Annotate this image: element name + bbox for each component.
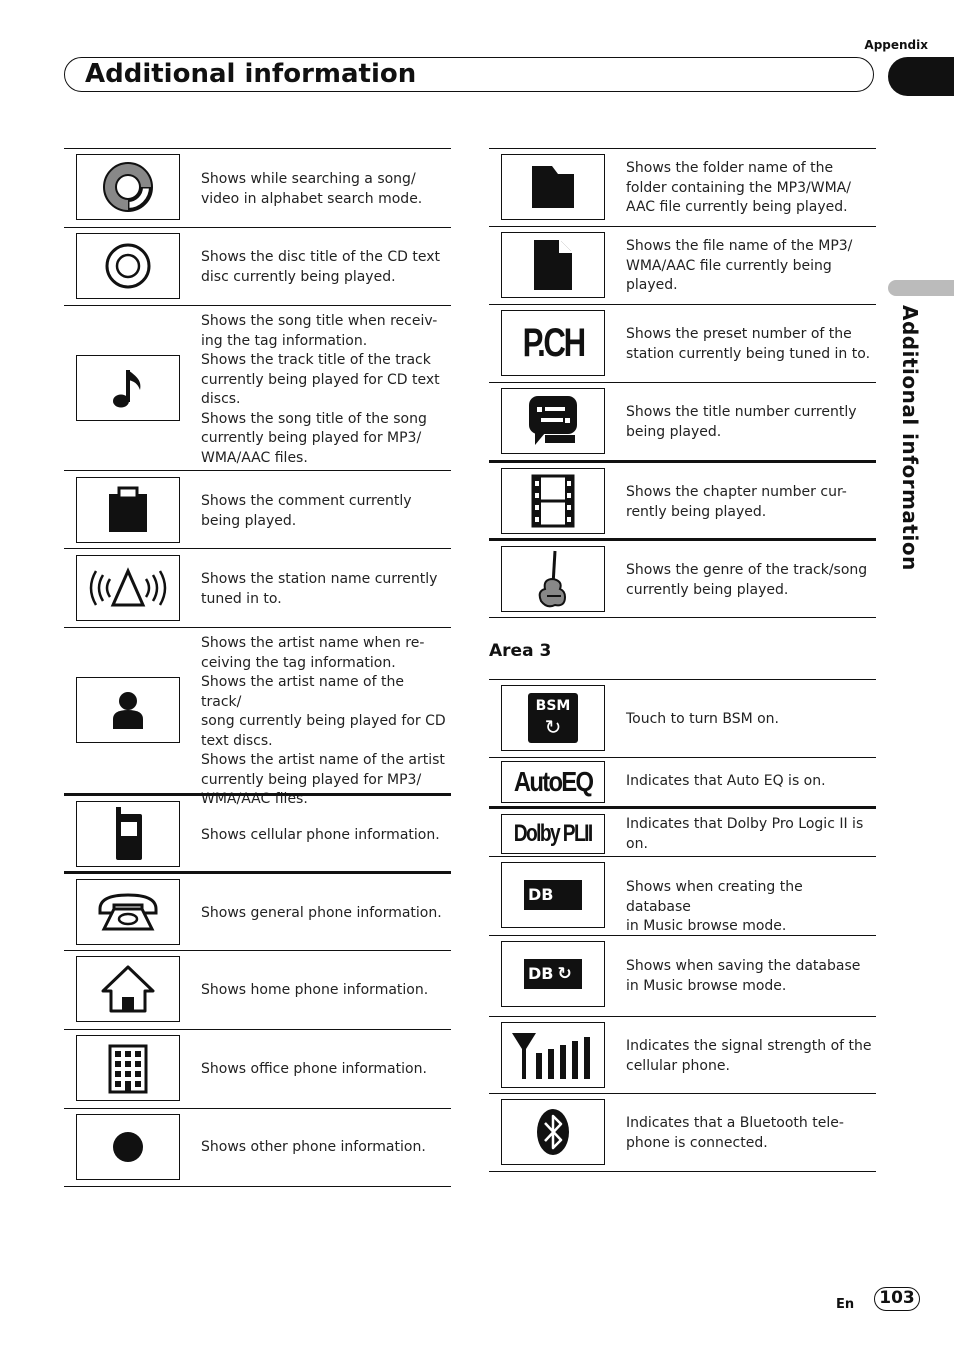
artist-icon bbox=[76, 677, 180, 743]
icon-row bbox=[64, 548, 451, 628]
row-description: Indicates that Auto EQ is on. bbox=[626, 773, 826, 789]
row-description: Shows the station name currently tuned in to. bbox=[201, 571, 438, 607]
db-save-badge bbox=[524, 959, 582, 989]
row-description: Shows the file name of the MP3/ WMA/AAC file currently being played. bbox=[626, 238, 853, 293]
bluetooth-icon bbox=[501, 1099, 605, 1165]
icon-label: DB bbox=[524, 880, 582, 910]
chapter-film-icon bbox=[501, 468, 605, 534]
icon-label: AutoEQ bbox=[513, 766, 593, 797]
cellular-phone-icon bbox=[76, 801, 180, 867]
icon-row bbox=[489, 1016, 876, 1095]
row-description: Indicates the signal strength of the cellular phone. bbox=[626, 1038, 872, 1074]
refresh-icon: ↻ bbox=[544, 715, 562, 739]
row-description: Shows cellular phone information. bbox=[201, 827, 440, 843]
alphabet-search-icon bbox=[76, 154, 180, 220]
preset-channel-icon bbox=[501, 310, 605, 376]
row-description: Shows the title number currently being played. bbox=[626, 404, 857, 440]
icon-row bbox=[489, 935, 876, 1017]
row-description: Shows the genre of the track/song currently being played. bbox=[626, 562, 868, 598]
row-description: Indicates that Dolby Pro Logic II is on. bbox=[626, 816, 864, 852]
station-icon bbox=[76, 555, 180, 621]
office-phone-icon bbox=[76, 1035, 180, 1101]
icon-row bbox=[489, 226, 876, 306]
page-title: Additional information bbox=[85, 59, 417, 89]
music-note-icon bbox=[76, 355, 180, 421]
row-description: Shows the folder name of the folder containing the MP3/WMA/ AAC file currently being played. bbox=[626, 160, 851, 215]
row-description: Touch to turn BSM on. bbox=[626, 711, 779, 727]
disc-icon bbox=[76, 233, 180, 299]
title-tab-marker bbox=[888, 57, 954, 96]
icon-label: BSM bbox=[535, 698, 571, 714]
icon-row bbox=[489, 757, 876, 807]
icon-row bbox=[64, 1108, 451, 1188]
icon-row bbox=[64, 305, 451, 472]
row-description: Indicates that a Bluetooth tele- phone is connected. bbox=[626, 1115, 844, 1151]
icon-row bbox=[64, 470, 451, 550]
db-save-icon bbox=[501, 941, 605, 1007]
row-description: Shows when saving the database in Music browse mode. bbox=[626, 958, 861, 994]
row-description: Shows the chapter number cur- rently being played. bbox=[626, 484, 847, 520]
icon-label: DB bbox=[528, 964, 554, 983]
page-title-box bbox=[64, 57, 874, 92]
row-description: Shows other phone information. bbox=[201, 1139, 426, 1155]
icon-row bbox=[64, 1029, 451, 1109]
home-phone-icon bbox=[76, 956, 180, 1022]
row-description: Shows the disc title of the CD text disc currently being played. bbox=[201, 249, 440, 285]
icon-row bbox=[489, 538, 876, 618]
icon-row bbox=[489, 382, 876, 462]
bsm-badge bbox=[528, 693, 578, 743]
area3-heading: Area 3 bbox=[489, 641, 552, 661]
row-description: Shows the artist name when re- ceiving the tag information. Shows the artist name of the track/ song currently being played for CD text discs. Shows the artist name of the artist currently being played for MP3/ WMA/AAC files. bbox=[201, 635, 446, 807]
table-bottom-rule bbox=[489, 1171, 876, 1172]
icon-row bbox=[64, 148, 451, 228]
row-description: Shows when creating the database in Music browse mode. bbox=[626, 879, 803, 934]
folder-icon bbox=[501, 154, 605, 220]
row-description: Shows the comment currently being played. bbox=[201, 493, 412, 529]
icon-label: P.CH bbox=[522, 320, 584, 365]
icon-row bbox=[489, 1093, 876, 1173]
guitar-genre-icon bbox=[501, 546, 605, 612]
general-phone-icon bbox=[76, 879, 180, 945]
title-number-icon bbox=[501, 388, 605, 454]
row-description: Shows general phone information. bbox=[201, 905, 442, 921]
icon-row bbox=[64, 227, 451, 307]
row-description: Shows the preset number of the station currently being tuned in to. bbox=[626, 326, 871, 362]
dolby-pl2-icon bbox=[501, 814, 605, 854]
icon-row bbox=[489, 460, 876, 540]
table-bottom-rule bbox=[489, 617, 876, 618]
row-description: Shows while searching a song/ video in alphabet search mode. bbox=[201, 171, 423, 207]
icon-row bbox=[64, 950, 451, 1030]
side-tab-label: Additional information bbox=[898, 305, 922, 571]
bsm-icon bbox=[501, 685, 605, 751]
icon-label: Dolby PLII bbox=[514, 820, 592, 847]
row-description: Shows the song title when receiv- ing the tag information. Shows the track title of the track currently being played for CD text discs. Shows the song title of the song currently being played for MP3/ WMA/AAC files. bbox=[201, 313, 440, 466]
icon-row bbox=[489, 679, 876, 759]
icon-row bbox=[64, 627, 451, 807]
footer-language: En bbox=[836, 1297, 855, 1312]
section-label: Appendix bbox=[864, 38, 928, 52]
file-icon bbox=[501, 232, 605, 298]
comment-icon bbox=[76, 477, 180, 543]
side-tab-marker bbox=[888, 280, 954, 296]
db-create-icon bbox=[501, 862, 605, 928]
other-phone-icon bbox=[76, 1114, 180, 1180]
icon-row bbox=[489, 304, 876, 384]
icon-row bbox=[64, 871, 451, 951]
icon-row bbox=[489, 856, 876, 936]
signal-strength-icon bbox=[501, 1022, 605, 1088]
icon-row bbox=[64, 793, 451, 873]
refresh-icon: ↻ bbox=[557, 964, 572, 984]
row-description: Shows home phone information. bbox=[201, 982, 429, 998]
auto-eq-icon bbox=[501, 761, 605, 803]
page-number: 103 bbox=[874, 1287, 920, 1311]
table-bottom-rule bbox=[64, 1186, 451, 1187]
icon-row bbox=[489, 148, 876, 228]
icon-row bbox=[489, 806, 876, 858]
row-description: Shows office phone information. bbox=[201, 1061, 427, 1077]
